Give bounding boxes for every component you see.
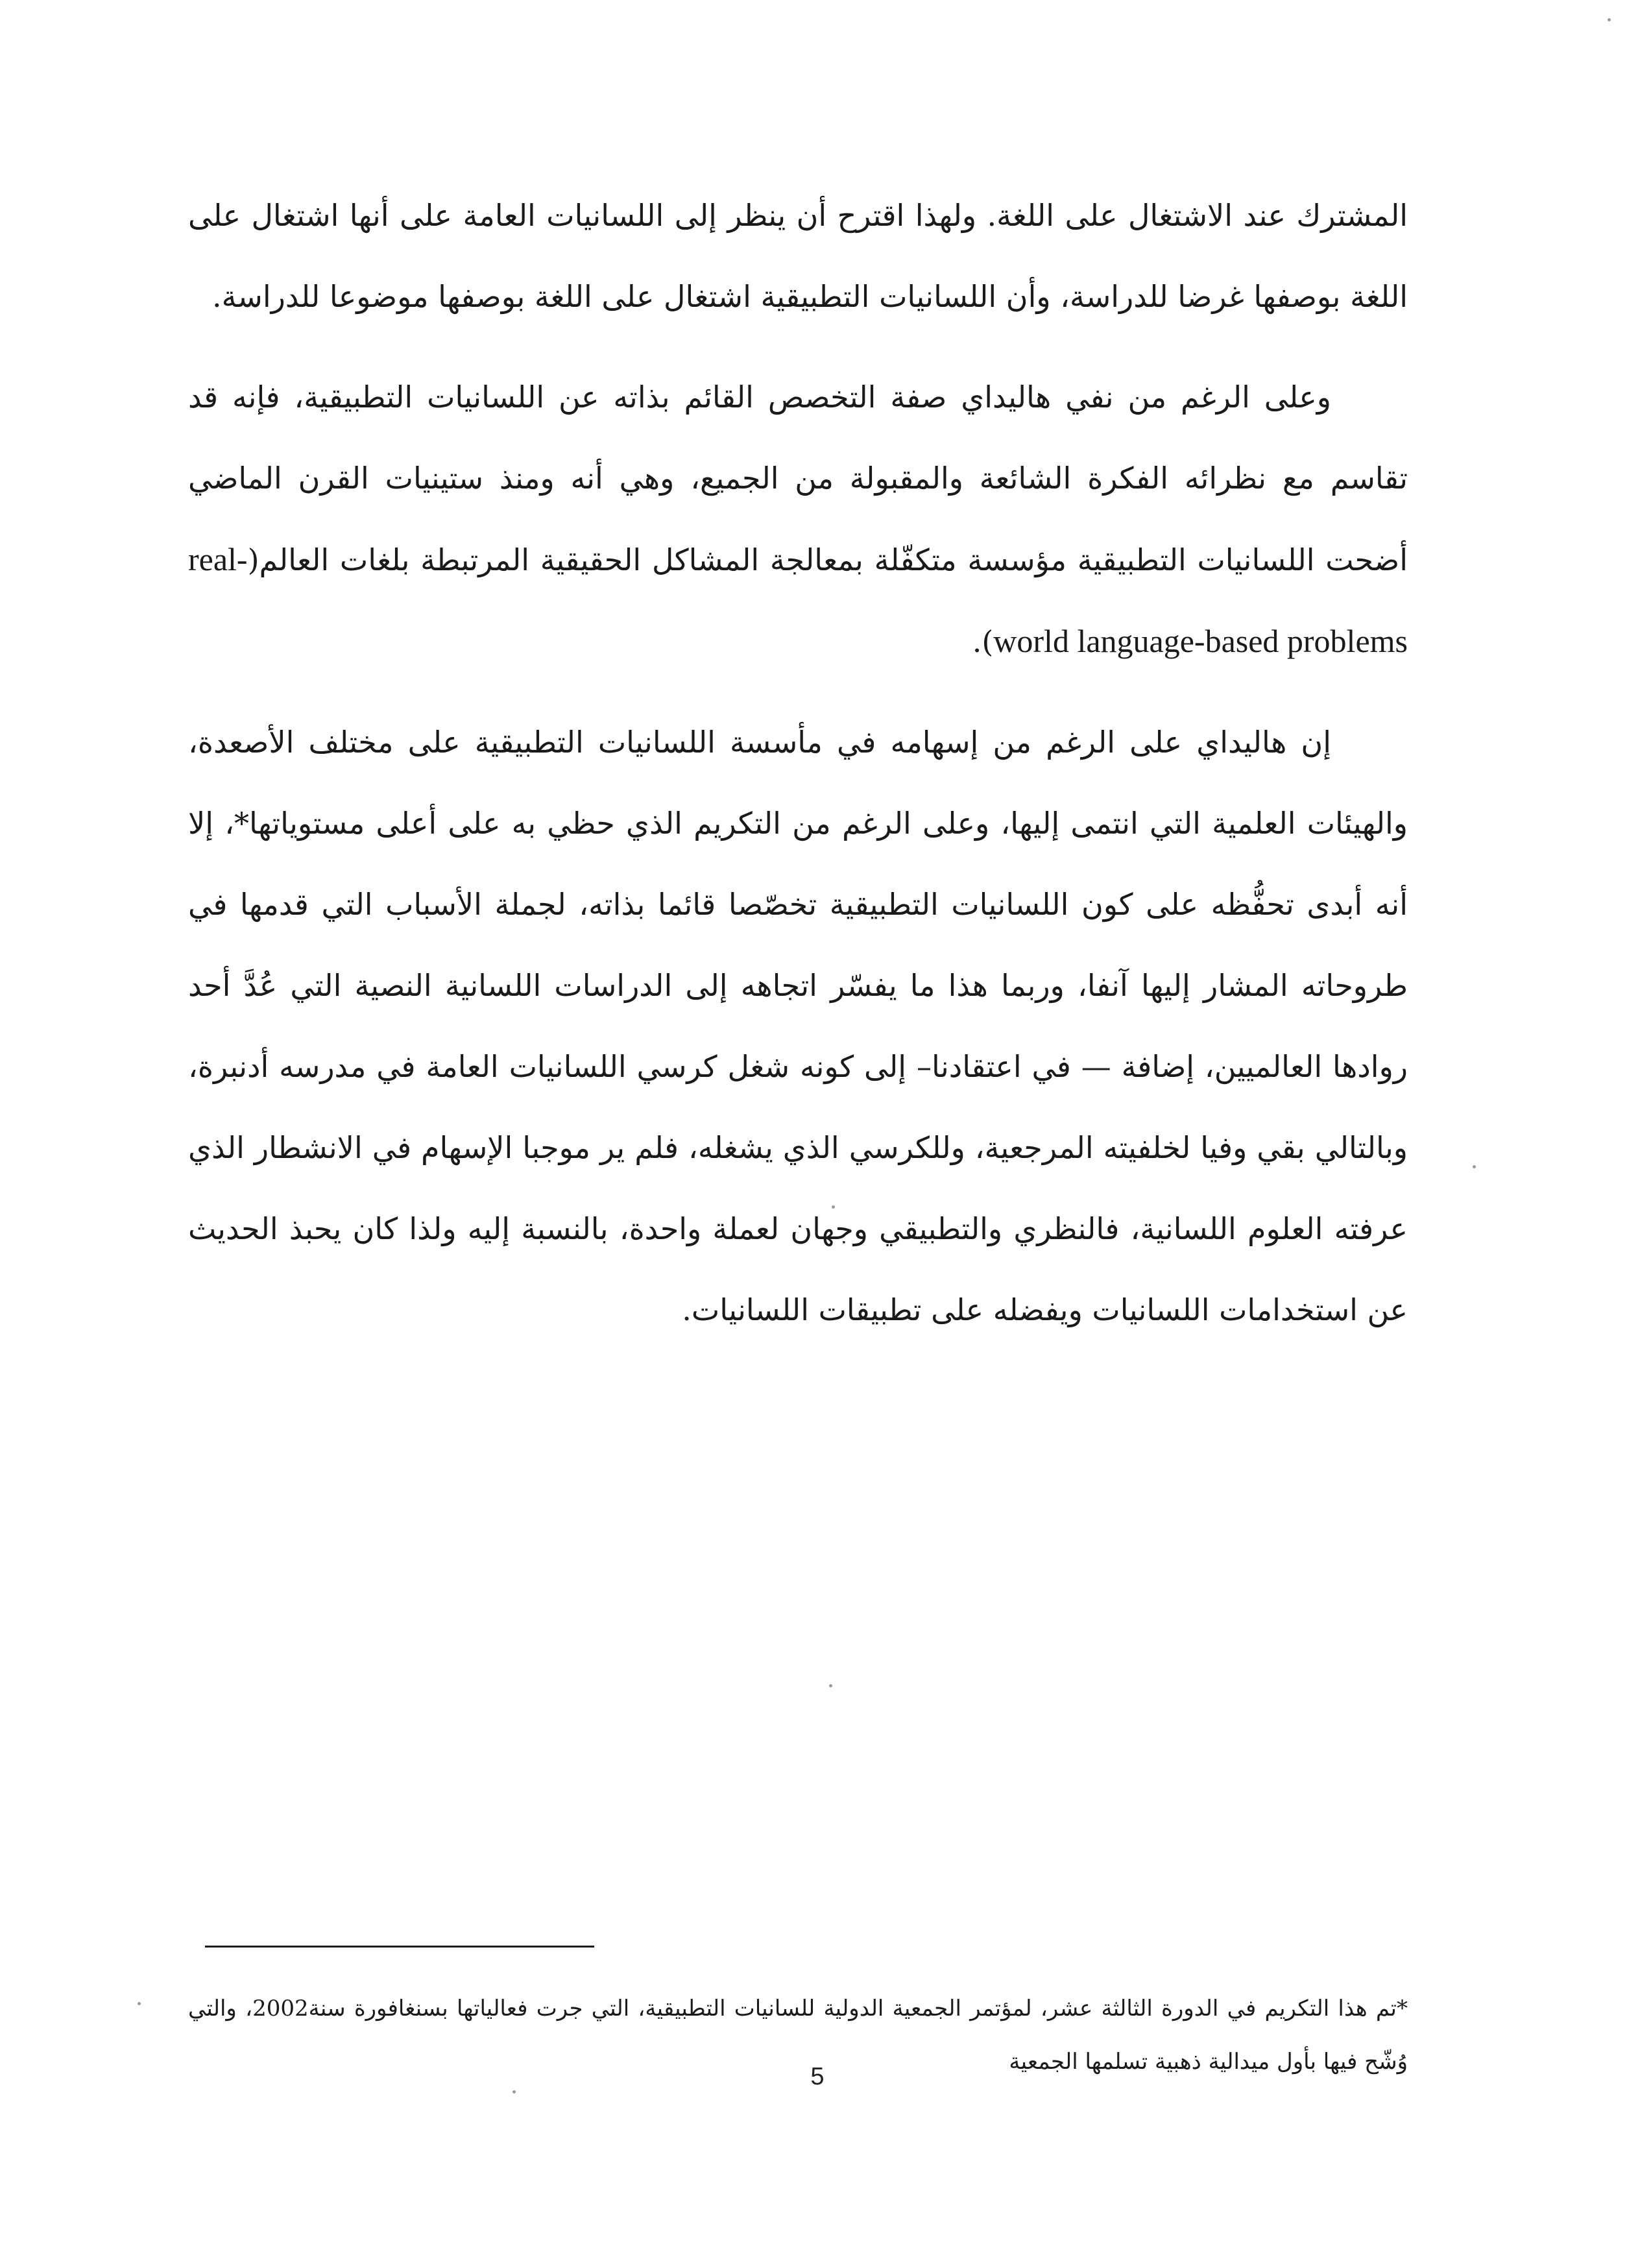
scan-speck [1473, 1165, 1476, 1168]
scan-speck [1608, 18, 1611, 21]
paragraph-1: المشترك عند الاشتغال على اللغة. ولهذا اقترح أن ينظر إلى اللسانيات العامة على أنها اشتغال على اللغة بوصفها غرضا للدراسة، وأن اللسانيات التطبيقية اشتغال على اللغة بوصفها موضوعا للدراسة. [188, 198, 1408, 314]
paragraph-2 [188, 357, 1408, 682]
footnote-separator [205, 1946, 594, 1948]
paragraph-2-english-term: real-world language-based problems [188, 541, 1408, 659]
page-number: 5 [810, 2063, 825, 2090]
paragraph-2-arabic: وعلى الرغم من نفي هاليداي صفة التخصص القائم بذاته عن اللسانيات التطبيقية، فإنه قد تقاسم مع نظرائه الفكرة الشائعة والمقبولة من الجميع، وهي أنه ومنذ ستينيات القرن الماضي أضحت اللسانيات التطبيقية مؤسسة متكفّلة بمعالجة المشاكل الحقيقية المرتبطة بلغات العالم( [188, 380, 1408, 577]
scan-speck [829, 1684, 832, 1687]
footnote: *تم هذا التكريم في الدورة الثالثة عشر، لمؤتمر الجمعية الدولية للسانيات التطبيقية، التي جرت فعالياتها بسنغافورة سنة2002، والتي وُشّح فيها بأول ميدالية ذهبية تسلمها الجمعية [188, 1996, 1408, 2075]
paragraph-3: إن هاليداي على الرغم من إسهامه في مأسسة اللسانيات التطبيقية على مختلف الأصعدة، والهيئات العلمية التي انتمى إليها، وعلى الرغم من التكريم الذي حظي به على أعلى مستوياتها*، إلا أنه أبدى تحفُّظه على كون اللسانيات التطبيقية تخصّصا قائما بذاته، لجملة الأسباب التي قدمها في طروحاته المشار إليها آنفا، وربما هذا ما يفسّر اتجاهه إلى الدراسات اللسانية النصية التي عُدَّ أحد روادها العالميين، إضافة — في اعتقادنا– إلى كونه شغل كرسي اللسانيات العامة في مدرسه أدنبرة، وبالتالي بقي وفيا لخلفيته المرجعية، وللكرسي الذي يشغله، فلم ير موجبا الإسهام في الانشطار الذي عرفته العلوم اللسانية، فالنظري والتطبيقي وجهان لعملة واحدة، بالنسبة إليه ولذا كان يحبذ الحديث عن استخدامات اللسانيات ويفضله على تطبيقات اللسانيات. [188, 725, 1408, 1327]
body-text [188, 175, 1408, 1370]
paragraph-2-closing: ). [972, 624, 994, 659]
scan-speck [832, 1205, 835, 1209]
scan-speck [512, 2090, 516, 2093]
scan-speck [138, 2002, 141, 2005]
